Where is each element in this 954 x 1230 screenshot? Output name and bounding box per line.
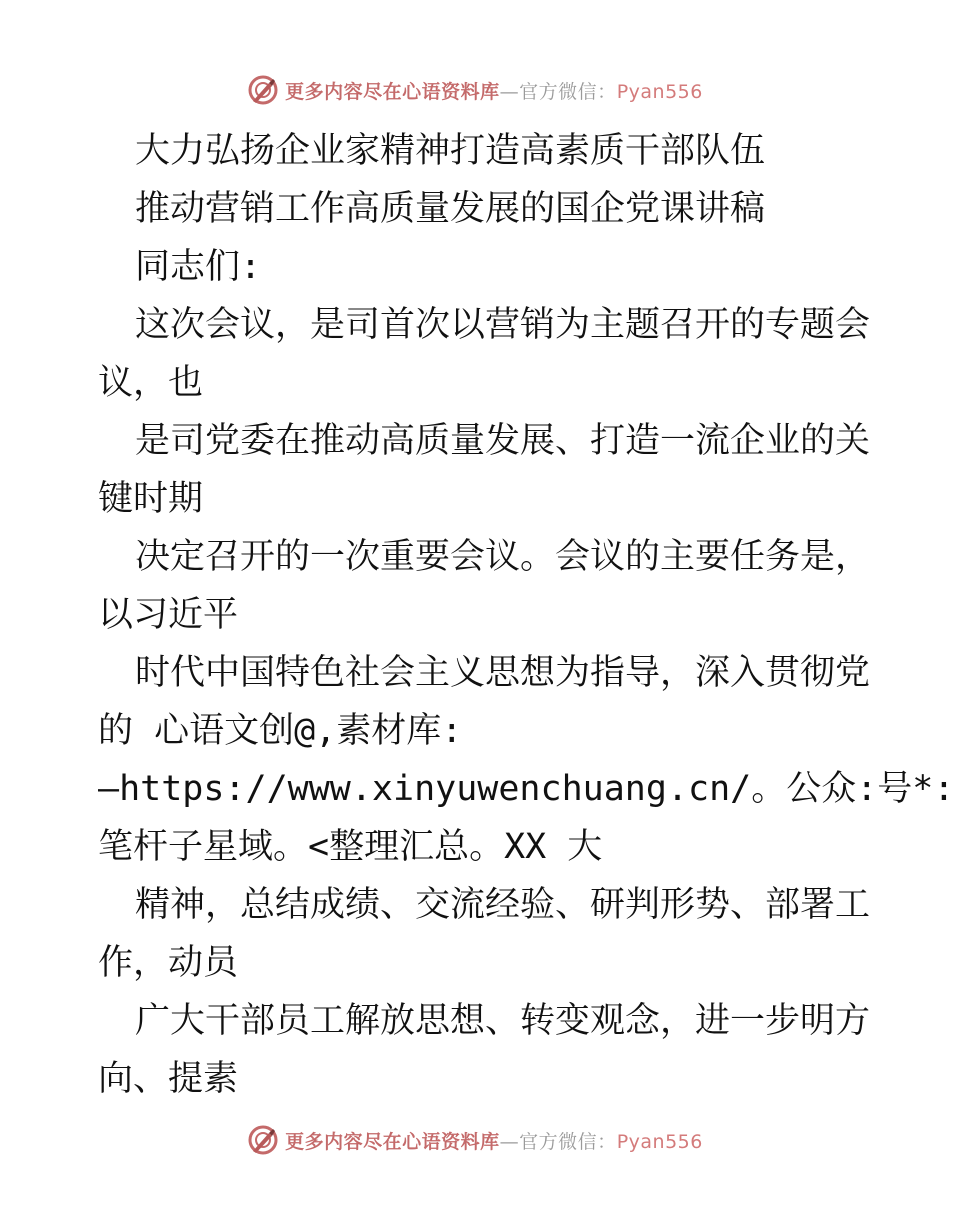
banner-separator: — bbox=[499, 80, 520, 103]
text-line: 议，也 bbox=[98, 363, 204, 403]
banner-wechat-label: 官方微信： bbox=[519, 80, 617, 103]
banner-text bbox=[285, 77, 703, 104]
text-line: 同志们: bbox=[135, 247, 262, 287]
text-line: 是司党委在推动高质量发展、打造一流企业的关 bbox=[135, 421, 871, 461]
text-line: 作，动员 bbox=[98, 943, 239, 983]
pen-logo-icon bbox=[247, 1124, 279, 1156]
banner-slogan: 更多内容尽在心语资料库 bbox=[285, 80, 500, 103]
text-line: 向、提素 bbox=[98, 1059, 239, 1099]
banner-separator: — bbox=[499, 1130, 520, 1153]
text-line: 时代中国特色社会主义思想为指导，深入贯彻党 bbox=[135, 653, 871, 693]
pen-logo-icon bbox=[247, 74, 279, 106]
text-line: 的 心语文创@,素材库: bbox=[98, 711, 463, 751]
text-line: 大力弘扬企业家精神打造高素质干部队伍 bbox=[135, 131, 766, 171]
header-banner bbox=[0, 70, 950, 110]
text-line: —https://www.xinyuwenchuang.cn/。公众:号*: bbox=[98, 769, 954, 809]
text-line: 键时期 bbox=[98, 479, 204, 519]
banner-wechat-id: Pyan556 bbox=[616, 1130, 703, 1153]
banner-slogan: 更多内容尽在心语资料库 bbox=[285, 1130, 500, 1153]
text-line: 精神，总结成绩、交流经验、研判形势、部署工 bbox=[135, 885, 871, 925]
banner-text bbox=[285, 1127, 703, 1154]
banner-wechat-label: 官方微信： bbox=[519, 1130, 617, 1153]
text-line: 决定召开的一次重要会议。会议的主要任务是， bbox=[135, 537, 871, 577]
banner-content bbox=[247, 74, 703, 106]
footer-banner bbox=[0, 1120, 950, 1160]
text-line: 这次会议，是司首次以营销为主题召开的专题会 bbox=[135, 305, 871, 345]
text-line: 以习近平 bbox=[98, 595, 239, 635]
text-line: 推动营销工作高质量发展的国企党课讲稿 bbox=[135, 189, 766, 229]
banner-content bbox=[247, 1124, 703, 1156]
document-body bbox=[98, 122, 954, 1108]
text-line: 广大干部员工解放思想、转变观念，进一步明方 bbox=[135, 1001, 871, 1041]
text-line: 笔杆子星域。<整理汇总。XX 大 bbox=[98, 827, 603, 867]
banner-wechat-id: Pyan556 bbox=[616, 80, 703, 103]
